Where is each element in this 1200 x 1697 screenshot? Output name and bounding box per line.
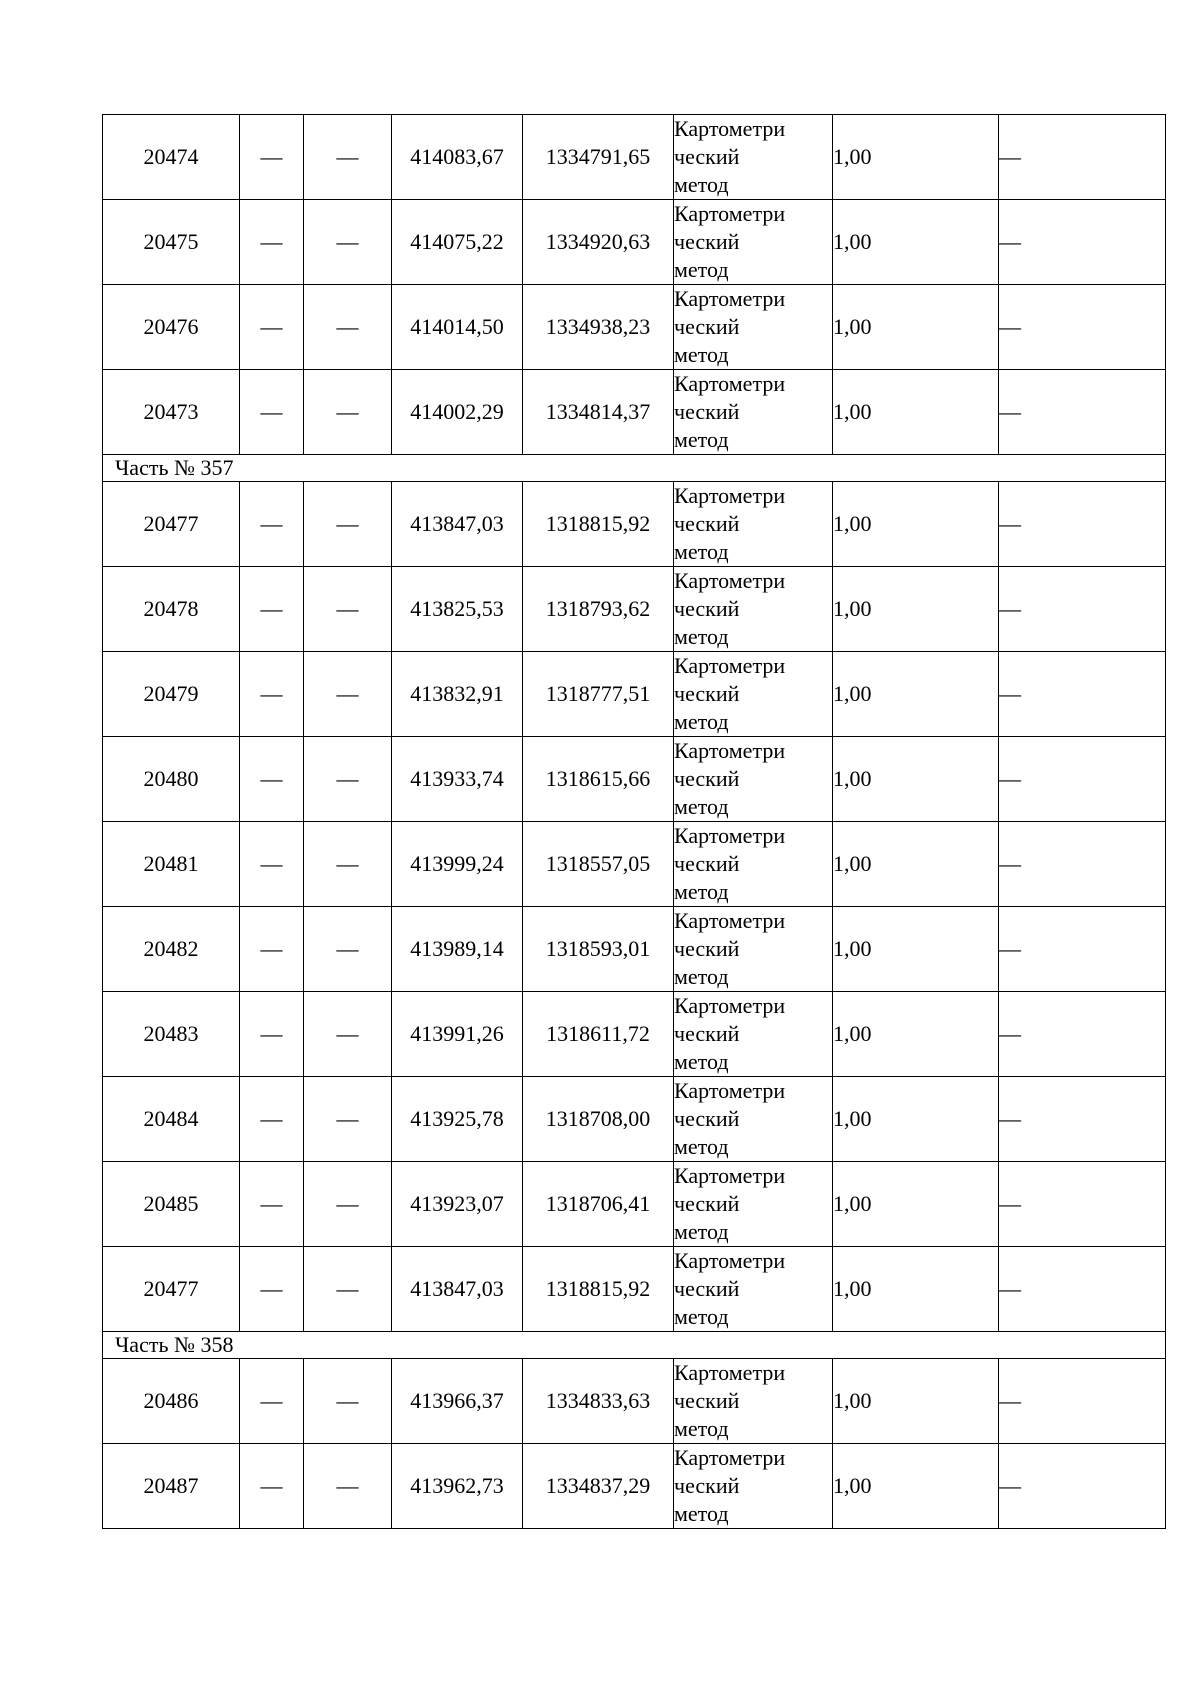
method-line: метод (674, 257, 729, 282)
precision-value: 1,00 (833, 1444, 999, 1529)
point-id: 20482 (103, 907, 240, 992)
table-row (103, 992, 1166, 1077)
method-cell (674, 907, 833, 992)
coordinate-x: 413966,37 (392, 1359, 523, 1444)
table-row (103, 115, 1166, 200)
empty-cell-dash: — (999, 370, 1166, 455)
empty-cell-dash: — (999, 1077, 1166, 1162)
coordinate-x: 414014,50 (392, 285, 523, 370)
precision-value: 1,00 (833, 737, 999, 822)
table-row (103, 1247, 1166, 1332)
point-id: 20477 (103, 1247, 240, 1332)
empty-cell-dash: — (999, 907, 1166, 992)
table-row (103, 1077, 1166, 1162)
method-line: Картометри (674, 286, 786, 311)
point-id: 20485 (103, 1162, 240, 1247)
point-id: 20474 (103, 115, 240, 200)
coordinate-x: 413991,26 (392, 992, 523, 1077)
method-cell (674, 737, 833, 822)
method-line: метод (674, 794, 729, 819)
coordinate-y: 1318815,92 (523, 1247, 674, 1332)
empty-cell-dash: — (304, 115, 392, 200)
table-row (103, 285, 1166, 370)
coordinate-x: 413847,03 (392, 1247, 523, 1332)
method-line: метод (674, 427, 729, 452)
method-line: ческий (674, 1276, 740, 1301)
section-row (103, 1332, 1166, 1359)
table-row (103, 200, 1166, 285)
method-line: метод (674, 1304, 729, 1329)
empty-cell-dash: — (240, 822, 304, 907)
method-line: метод (674, 172, 729, 197)
coordinate-x: 414075,22 (392, 200, 523, 285)
empty-cell-dash: — (999, 737, 1166, 822)
precision-value: 1,00 (833, 370, 999, 455)
coordinate-x: 414002,29 (392, 370, 523, 455)
point-id: 20484 (103, 1077, 240, 1162)
point-id: 20476 (103, 285, 240, 370)
empty-cell-dash: — (304, 200, 392, 285)
empty-cell-dash: — (240, 1077, 304, 1162)
coordinate-y: 1318815,92 (523, 482, 674, 567)
empty-cell-dash: — (999, 1444, 1166, 1529)
empty-cell-dash: — (240, 482, 304, 567)
coordinate-x: 413923,07 (392, 1162, 523, 1247)
coordinate-y: 1318615,66 (523, 737, 674, 822)
table-row (103, 567, 1166, 652)
method-cell (674, 1359, 833, 1444)
coordinate-x: 413962,73 (392, 1444, 523, 1529)
empty-cell-dash: — (304, 737, 392, 822)
coordinate-y: 1318708,00 (523, 1077, 674, 1162)
coordinate-y: 1318706,41 (523, 1162, 674, 1247)
method-line: Картометри (674, 1248, 786, 1273)
method-cell (674, 822, 833, 907)
method-line: ческий (674, 1388, 740, 1413)
coordinate-x: 414083,67 (392, 115, 523, 200)
precision-value: 1,00 (833, 1247, 999, 1332)
precision-value: 1,00 (833, 992, 999, 1077)
point-id: 20475 (103, 200, 240, 285)
method-line: метод (674, 1416, 729, 1441)
empty-cell-dash: — (240, 370, 304, 455)
precision-value: 1,00 (833, 567, 999, 652)
precision-value: 1,00 (833, 1162, 999, 1247)
table-row (103, 482, 1166, 567)
method-line: ческий (674, 314, 740, 339)
method-line: ческий (674, 681, 740, 706)
empty-cell-dash: — (240, 1359, 304, 1444)
method-cell (674, 1444, 833, 1529)
point-id: 20479 (103, 652, 240, 737)
empty-cell-dash: — (999, 1247, 1166, 1332)
method-cell (674, 1162, 833, 1247)
coordinate-x: 413925,78 (392, 1077, 523, 1162)
method-cell (674, 200, 833, 285)
coordinates-table (102, 114, 1166, 1529)
method-line: Картометри (674, 908, 786, 933)
precision-value: 1,00 (833, 652, 999, 737)
coordinate-x: 413989,14 (392, 907, 523, 992)
method-line: Картометри (674, 823, 786, 848)
coordinate-y: 1334791,65 (523, 115, 674, 200)
empty-cell-dash: — (999, 115, 1166, 200)
coordinate-x: 413933,74 (392, 737, 523, 822)
method-cell (674, 1247, 833, 1332)
empty-cell-dash: — (304, 1247, 392, 1332)
method-cell (674, 1077, 833, 1162)
precision-value: 1,00 (833, 907, 999, 992)
empty-cell-dash: — (240, 1247, 304, 1332)
empty-cell-dash: — (240, 652, 304, 737)
method-line: Картометри (674, 653, 786, 678)
point-id: 20477 (103, 482, 240, 567)
precision-value: 1,00 (833, 822, 999, 907)
method-line: метод (674, 1219, 729, 1244)
table-row (103, 1444, 1166, 1529)
empty-cell-dash: — (999, 1359, 1166, 1444)
table-row (103, 1162, 1166, 1247)
precision-value: 1,00 (833, 482, 999, 567)
method-line: ческий (674, 936, 740, 961)
table-row (103, 737, 1166, 822)
empty-cell-dash: — (304, 1444, 392, 1529)
point-id: 20486 (103, 1359, 240, 1444)
coordinate-y: 1334814,37 (523, 370, 674, 455)
precision-value: 1,00 (833, 200, 999, 285)
method-line: Картометри (674, 1360, 786, 1385)
coordinate-y: 1318593,01 (523, 907, 674, 992)
empty-cell-dash: — (999, 200, 1166, 285)
method-line: ческий (674, 511, 740, 536)
method-line: Картометри (674, 371, 786, 396)
method-line: метод (674, 1134, 729, 1159)
empty-cell-dash: — (999, 822, 1166, 907)
method-line: ческий (674, 766, 740, 791)
section-label: Часть № 357 (103, 455, 1166, 482)
table-row (103, 1359, 1166, 1444)
method-line: Картометри (674, 993, 786, 1018)
coordinate-y: 1318557,05 (523, 822, 674, 907)
empty-cell-dash: — (304, 822, 392, 907)
empty-cell-dash: — (304, 652, 392, 737)
empty-cell-dash: — (304, 1077, 392, 1162)
coordinate-y: 1334938,23 (523, 285, 674, 370)
method-line: метод (674, 1501, 729, 1526)
method-line: метод (674, 709, 729, 734)
coordinate-y: 1318793,62 (523, 567, 674, 652)
method-line: метод (674, 342, 729, 367)
empty-cell-dash: — (304, 370, 392, 455)
empty-cell-dash: — (304, 1359, 392, 1444)
table-row (103, 907, 1166, 992)
coordinate-x: 413847,03 (392, 482, 523, 567)
method-line: метод (674, 539, 729, 564)
coordinate-y: 1318611,72 (523, 992, 674, 1077)
method-cell (674, 652, 833, 737)
method-line: Картометри (674, 1078, 786, 1103)
empty-cell-dash: — (240, 115, 304, 200)
empty-cell-dash: — (304, 1162, 392, 1247)
table-row (103, 370, 1166, 455)
method-cell (674, 567, 833, 652)
precision-value: 1,00 (833, 1359, 999, 1444)
point-id: 20481 (103, 822, 240, 907)
section-label: Часть № 358 (103, 1332, 1166, 1359)
empty-cell-dash: — (999, 567, 1166, 652)
empty-cell-dash: — (999, 992, 1166, 1077)
empty-cell-dash: — (240, 285, 304, 370)
table-body (103, 115, 1166, 1529)
method-line: ческий (674, 1191, 740, 1216)
coordinate-x: 413999,24 (392, 822, 523, 907)
point-id: 20483 (103, 992, 240, 1077)
method-line: ческий (674, 144, 740, 169)
empty-cell-dash: — (999, 652, 1166, 737)
coordinate-y: 1334833,63 (523, 1359, 674, 1444)
method-line: Картометри (674, 201, 786, 226)
method-line: ческий (674, 229, 740, 254)
coordinate-y: 1334837,29 (523, 1444, 674, 1529)
method-line: метод (674, 964, 729, 989)
empty-cell-dash: — (304, 285, 392, 370)
method-line: метод (674, 879, 729, 904)
coordinate-x: 413832,91 (392, 652, 523, 737)
method-cell (674, 992, 833, 1077)
method-line: ческий (674, 1021, 740, 1046)
empty-cell-dash: — (999, 1162, 1166, 1247)
empty-cell-dash: — (999, 482, 1166, 567)
precision-value: 1,00 (833, 115, 999, 200)
method-cell (674, 482, 833, 567)
empty-cell-dash: — (240, 1444, 304, 1529)
method-line: ческий (674, 1473, 740, 1498)
empty-cell-dash: — (240, 907, 304, 992)
method-line: Картометри (674, 483, 786, 508)
section-row (103, 455, 1166, 482)
method-line: Картометри (674, 1163, 786, 1188)
empty-cell-dash: — (240, 1162, 304, 1247)
method-line: ческий (674, 1106, 740, 1131)
empty-cell-dash: — (304, 907, 392, 992)
method-line: ческий (674, 596, 740, 621)
method-line: Картометри (674, 568, 786, 593)
method-line: Картометри (674, 738, 786, 763)
method-line: Картометри (674, 116, 786, 141)
empty-cell-dash: — (240, 737, 304, 822)
empty-cell-dash: — (240, 567, 304, 652)
precision-value: 1,00 (833, 285, 999, 370)
coordinate-x: 413825,53 (392, 567, 523, 652)
point-id: 20487 (103, 1444, 240, 1529)
point-id: 20473 (103, 370, 240, 455)
empty-cell-dash: — (240, 992, 304, 1077)
method-cell (674, 370, 833, 455)
method-line: метод (674, 1049, 729, 1074)
table-row (103, 652, 1166, 737)
empty-cell-dash: — (240, 200, 304, 285)
empty-cell-dash: — (304, 567, 392, 652)
empty-cell-dash: — (304, 992, 392, 1077)
method-cell (674, 115, 833, 200)
method-line: метод (674, 624, 729, 649)
method-cell (674, 285, 833, 370)
point-id: 20480 (103, 737, 240, 822)
coordinate-y: 1318777,51 (523, 652, 674, 737)
table-row (103, 822, 1166, 907)
empty-cell-dash: — (999, 285, 1166, 370)
precision-value: 1,00 (833, 1077, 999, 1162)
coordinate-y: 1334920,63 (523, 200, 674, 285)
point-id: 20478 (103, 567, 240, 652)
method-line: Картометри (674, 1445, 786, 1470)
method-line: ческий (674, 399, 740, 424)
method-line: ческий (674, 851, 740, 876)
empty-cell-dash: — (304, 482, 392, 567)
